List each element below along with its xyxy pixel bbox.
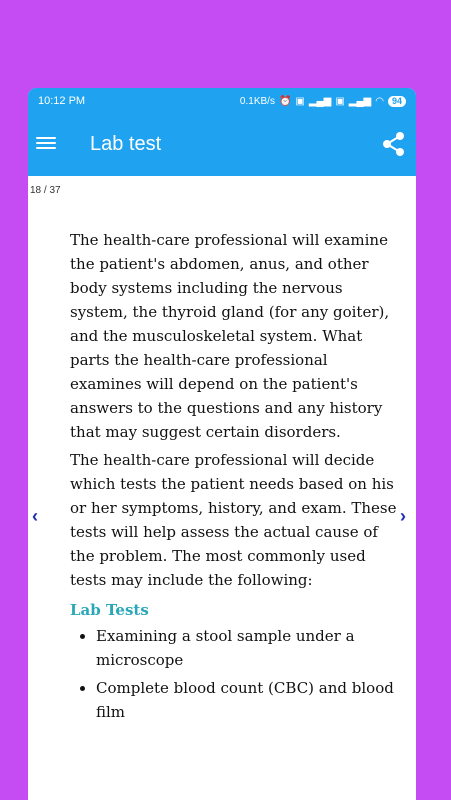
list-item: • Complete blood count (CBC) and blood film	[96, 676, 402, 724]
status-time: 10:12 PM	[38, 95, 86, 107]
volte2-icon: ▣	[335, 95, 345, 107]
page-title: Lab test	[90, 133, 162, 155]
battery-icon: 94	[388, 96, 406, 107]
section-title: Lab Tests	[70, 601, 149, 619]
list-item: • Examining a stool sample under a microscope	[96, 624, 402, 672]
signal-icon: ▂▄▆	[308, 95, 332, 107]
app-screen	[28, 88, 416, 800]
article-content	[70, 228, 402, 728]
tests-list	[70, 624, 402, 724]
next-page-arrow-icon[interactable]: ›	[400, 506, 406, 526]
app-toolbar	[28, 114, 416, 176]
page-indicator: 18 / 37	[30, 185, 61, 196]
signal2-icon: ▂▄▆	[348, 95, 372, 107]
hamburger-menu-icon[interactable]	[36, 134, 56, 152]
volte-icon: ▣	[295, 95, 305, 107]
share-icon[interactable]	[380, 130, 408, 158]
prev-page-arrow-icon[interactable]: ‹	[32, 506, 38, 526]
status-bar	[28, 88, 416, 114]
paragraph-1: The health-care professional will examine the patient's abdomen, anus, and other body systems including the nervous system, the thyroid gland (for any goiter), and the musculoskeletal system. What parts the health-care professional examines will depend on the patient's answers to the questions and any history that may suggest certain disorders.	[70, 231, 390, 441]
paragraph-2: The health-care professional will decide which tests the patient needs based on his or her symptoms, history, and exam. These tests will help assess the actual cause of the problem. The most commonly used tests may include the following:	[70, 451, 397, 589]
alarm-icon: ⏰	[278, 95, 292, 107]
wifi-icon: ◠	[375, 95, 384, 107]
network-speed: 0.1KB/s	[239, 95, 275, 107]
status-icons	[240, 96, 406, 107]
